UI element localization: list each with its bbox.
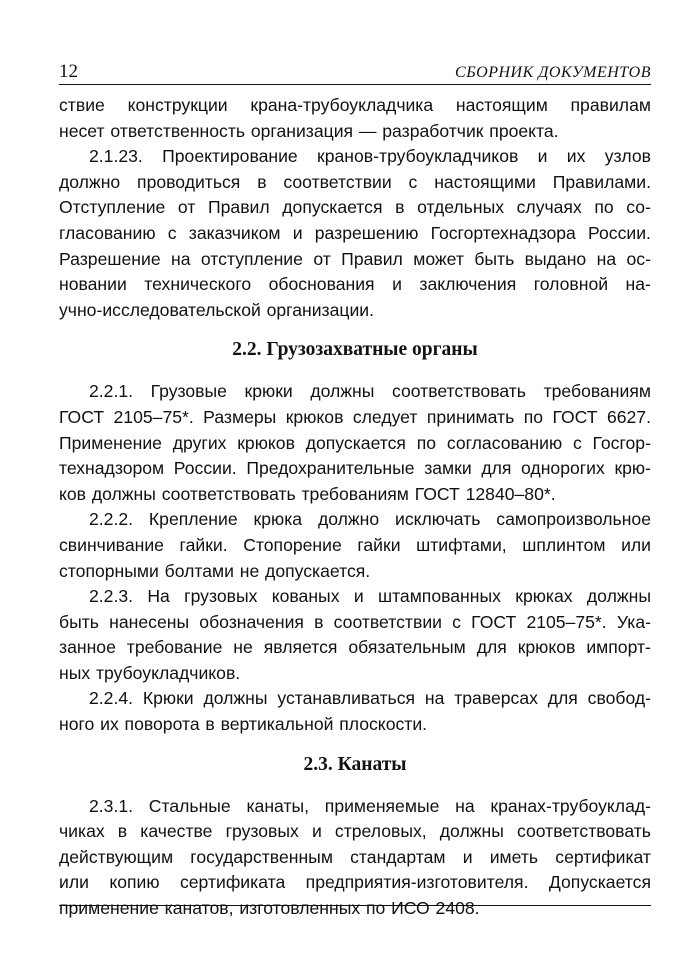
text-line: 2.2.3. На грузовых кованых и штампованных крюках должны xyxy=(89,586,651,607)
running-header xyxy=(59,58,651,85)
page-number: 12 xyxy=(59,61,78,82)
text-line: быть нанесены обозначения в соответствии с ГОСТ 2105–75*. Ука- xyxy=(59,611,651,632)
paragraph xyxy=(59,686,651,737)
text-line: чиках в качестве грузовых и стреловых, должны соответствовать xyxy=(59,821,651,842)
text-line: должно проводиться в соответствии с настоящими Правилами. xyxy=(59,171,651,192)
paragraph xyxy=(59,584,651,686)
text-line: ГОСТ 2105–75*. Размеры крюков следует принимать по ГОСТ 6627. xyxy=(59,406,651,427)
section-heading: 2.2. Грузозахватные органы xyxy=(232,339,478,361)
text-line: 2.2.2. Крепление крюка должно исключать самопроизвольное xyxy=(89,509,651,530)
text-line: действующим государственным стандартам и иметь сертификат xyxy=(59,846,651,867)
paragraph xyxy=(59,144,651,323)
text-line: Отступление от Правил допускается в отдельных случаях по со- xyxy=(59,197,651,218)
text-line: 2.2.4. Крюки должны устанавливаться на траверсах для свобод- xyxy=(89,688,651,709)
text-line: 2.3.1. Стальные канаты, применяемые на кранах-трубоуклад- xyxy=(89,795,651,816)
text-line: ного их поворота в вертикальной плоскости. xyxy=(59,714,428,735)
document-page xyxy=(59,58,651,922)
text-line: 2.2.1. Грузовые крюки должны соответствовать требованиям xyxy=(89,381,651,402)
section-heading: 2.3. Канаты xyxy=(303,753,407,775)
text-line: или копию сертификата предприятия-изготовителя. Допускается xyxy=(59,872,651,893)
text-line: новании технического обоснования и заключения головной на- xyxy=(59,274,651,295)
text-line: гласованию с заказчиком и разрешению Госгортехнадзора России. xyxy=(59,222,651,243)
paragraph xyxy=(59,93,651,144)
text-line: свинчивание гайки. Стопорение гайки штифтами, шплинтом или xyxy=(59,534,651,555)
text-line: 2.1.23. Проектирование кранов-трубоукладчиков и их узлов xyxy=(89,146,651,167)
text-line: стопорными болтами не допускается. xyxy=(59,560,371,581)
paragraph xyxy=(59,379,651,507)
text-line: Применение других крюков допускается по согласованию с Госгор- xyxy=(59,432,651,453)
paragraph xyxy=(59,794,651,922)
text-line: технадзором России. Предохранительные замки для однорогих крю- xyxy=(59,458,651,479)
paragraph xyxy=(59,507,651,584)
text-line: несет ответственность организация — разработчик проекта. xyxy=(59,120,559,141)
footer-rule xyxy=(59,905,651,906)
collection-title: СБОРНИК ДОКУМЕНТОВ xyxy=(455,64,651,81)
text-line: применение канатов, изготовленных по ИСО 2408. xyxy=(59,898,480,919)
text-line: занное требование не является обязательным для крюков импорт- xyxy=(59,637,651,658)
text-line: ных трубоукладчиков. xyxy=(59,662,241,683)
body-text xyxy=(59,93,651,922)
text-line: Разрешение на отступление от Правил может быть выдано на ос- xyxy=(59,248,651,269)
text-line: ствие конструкции крана-трубоукладчика настоящим правилам xyxy=(59,95,651,115)
text-line: учно-исследовательской организации. xyxy=(59,299,375,320)
text-line: ков должны соответствовать требованиям ГОСТ 12840–80*. xyxy=(59,483,556,504)
